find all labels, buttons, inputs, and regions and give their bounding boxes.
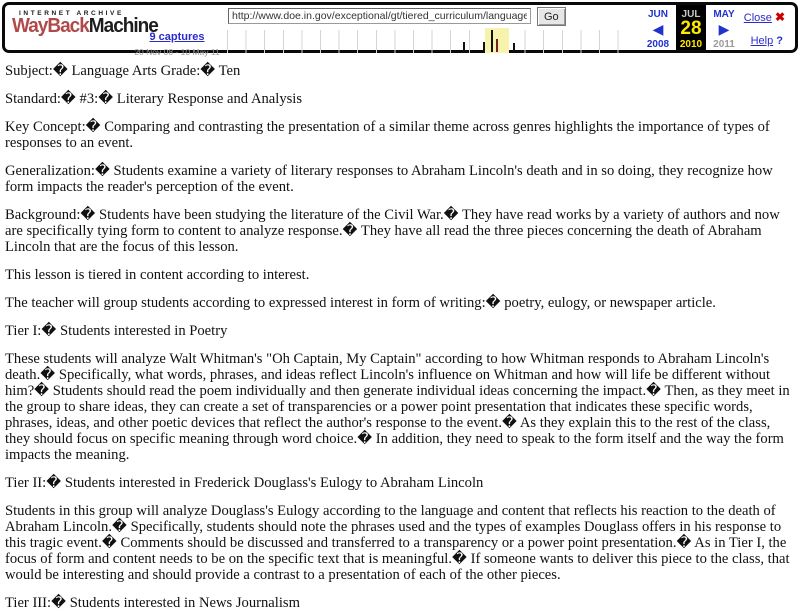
tier3-heading: Tier III:� Students interested in News Journalism [5,595,300,611]
capture-tick[interactable] [496,39,498,52]
logo-machine-text: Machine [88,14,158,38]
captures-link[interactable]: 9 captures [149,31,205,43]
key-concept-paragraph: Key Concept:� Comparing and contrasting the presentation of a similar theme across genres highlights the importance of types of responses to an event. [5,119,770,151]
subject-line: Subject:� Language Arts Grade:� Ten [5,63,241,79]
close-x-icon[interactable]: ✖ [774,10,785,24]
date-navigation [643,5,741,50]
help-question-icon[interactable]: ? [776,35,783,47]
help-link[interactable]: Help [750,35,774,47]
tier2-paragraph: Students in this group will analyze Douglass's Eulogy according to the language and content that reflects his reaction to the death of Abraham Lincoln.� Specifically, students should note the phrases used and the types of examples Douglass offers in his response to this tragic event.� Comments should be discussed and transferred to a transparency or a power point presentation.� As in Tier I, the focus of form and content needs to be on the specific text that is meaningful.� If someone wants to deliver this piece to the class, that would be interesting and should provide a contrast to a presentation of each of the other pieces. [5,503,790,583]
go-button[interactable]: Go [537,7,566,26]
grouping-note: The teacher will group students according to expressed interest in form of writing:� poetry, eulogy, or newspaper article. [5,295,716,311]
background-paragraph: Background:� Students have been studying the literature of the Civil War.� They have read works by a variety of authors and now are specifically tying form to content to analyze response.� They have all read the three pieces concerning the death of Abraham Lincoln that are the focus of this lesson. [5,207,780,255]
tiered-lesson-note: This lesson is tiered in content according to interest. [5,267,310,283]
capture-tick[interactable] [513,43,515,52]
generalization-paragraph: Generalization:� Students examine a variety of literary responses to Abraham Lincoln's death and in so doing, they recognize how form impacts the reader's perception of the event. [5,163,773,195]
url-input[interactable] [228,8,531,24]
current-day-label: 28 [680,18,702,39]
next-month-label[interactable]: MAY [713,9,735,20]
next-year-label[interactable]: 2011 [713,39,735,50]
tier1-heading: Tier I:� Students interested in Poetry [5,323,228,339]
current-year-label: 2010 [679,39,703,50]
prev-year-label[interactable]: 2008 [646,39,670,50]
capture-timeline[interactable] [227,30,627,53]
prev-month-label[interactable]: JUN [647,9,668,20]
wayback-toolbar [2,2,798,57]
archived-page-content [0,53,800,611]
logo-wayback-text: WayBack [12,14,89,38]
close-toolbar-link[interactable]: Close [743,12,772,24]
tier1-paragraph: These students will analyze Walt Whitman's "Oh Captain, My Captain" according to how Whitman responds to Abraham Lincoln's death.� Specifically, what words, phrases, and ideas reflect Lincoln's influence on Whitman and how will life be different without him?� Students should read the poem individually and then generate individual ideas concerning the impact.� Then, as they meet in the group to share ideas, they can create a set of transparencies or a power point presentation that indicates these specific words, phrases, ideas, and other poetic devices that reflect the author's response to the event.� As they explain this to the rest of the class, they should focus on specific meaning through word choice.� In addition, they need to speak to the form itself and the way the form impacts the meaning. [5,351,790,463]
standard-line: Standard:� #3:� Literary Response and Analysis [5,91,303,107]
capture-tick[interactable] [491,30,493,52]
internet-archive-label: INTERNET ARCHIVE [19,10,124,17]
next-capture-arrow-icon[interactable]: ▶ [718,21,730,37]
capture-date-range: 20 Nov 08 - 10 May 11 [134,47,220,57]
current-month-label: JUL [681,9,701,20]
prev-capture-arrow-icon[interactable]: ◀ [652,21,664,37]
capture-tick[interactable] [463,42,465,52]
tier2-heading: Tier II:� Students interested in Frederick Douglass's Eulogy to Abraham Lincoln [5,475,484,491]
wayback-machine-logo[interactable] [12,10,158,38]
current-date-block [676,5,706,50]
capture-tick[interactable] [483,42,485,52]
